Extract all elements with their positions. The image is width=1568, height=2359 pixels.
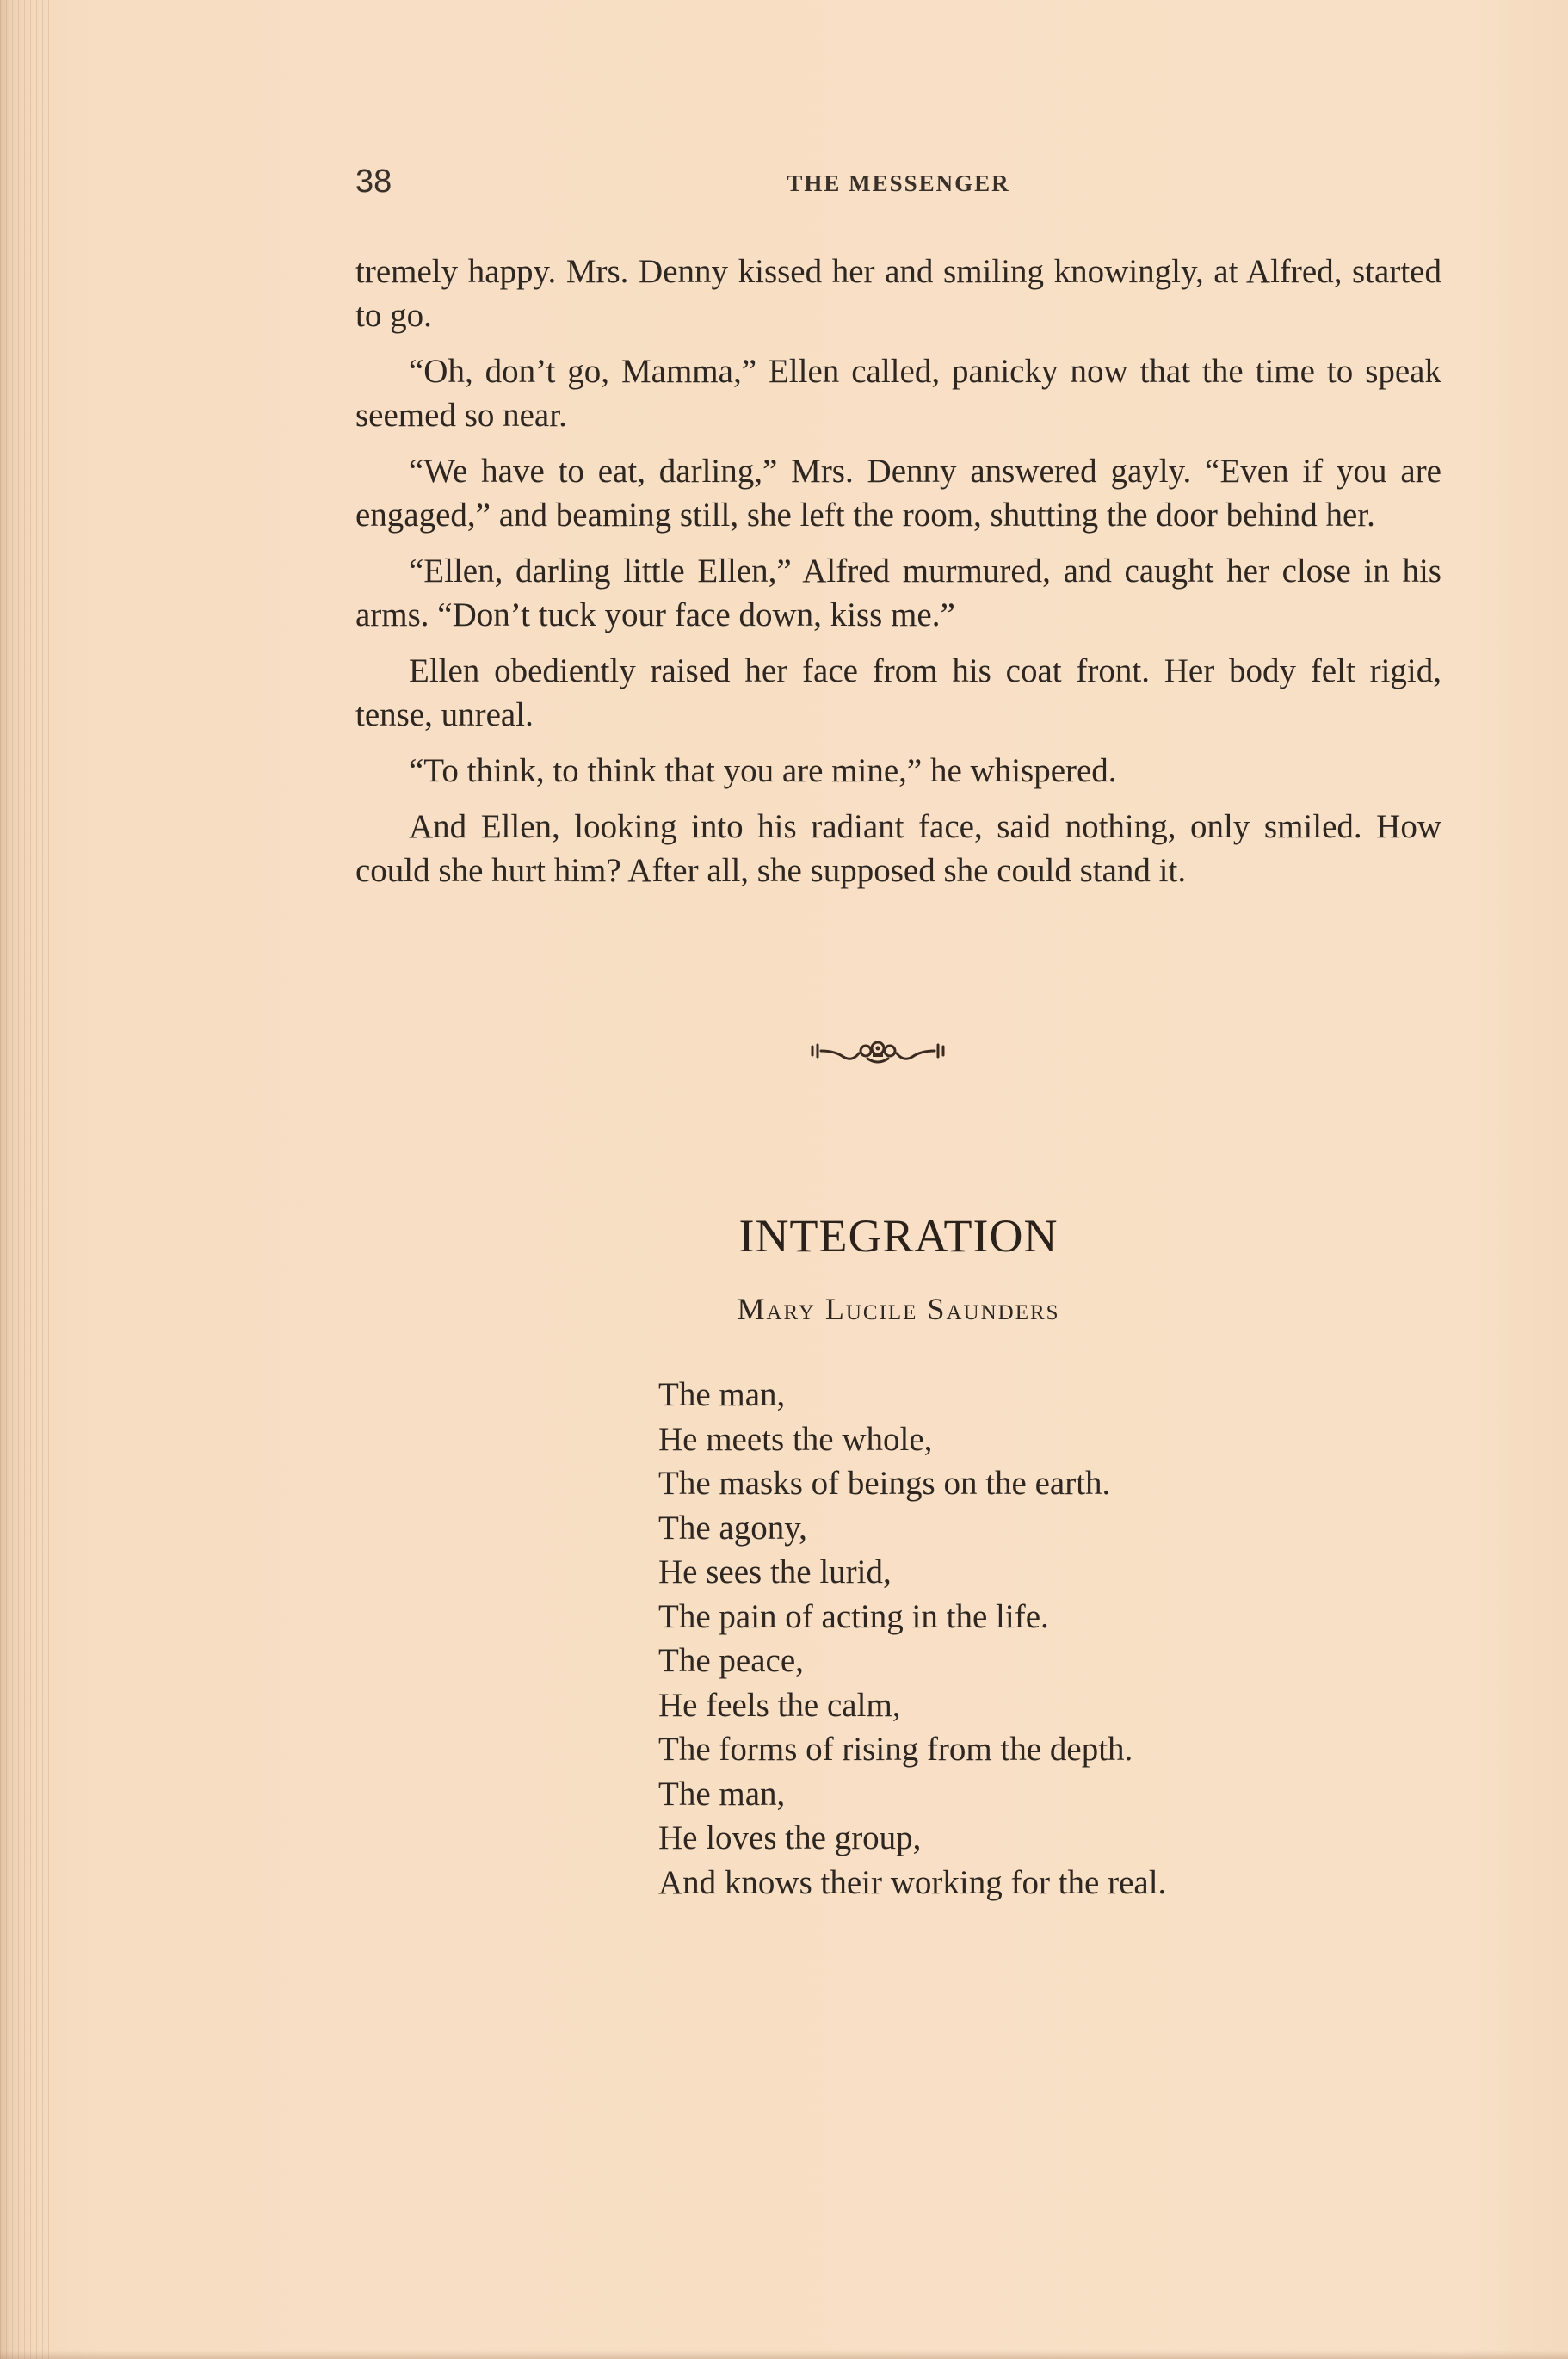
page-number: 38 <box>355 164 392 200</box>
poem-line: The pain of acting in the life. <box>658 1597 1049 1635</box>
running-head: THE MESSENGER <box>787 170 1010 196</box>
poem-title: INTEGRATION <box>738 1210 1059 1262</box>
paragraph: tremely happy. Mrs. Denny kissed her and smiling knowingly, at Alfred, started to go. <box>355 253 1441 334</box>
poem-body <box>658 1373 1433 1905</box>
poem-line: The forms of rising from the depth. <box>658 1731 1133 1768</box>
poem-line: He meets the whole, <box>658 1420 933 1458</box>
poem-line: He feels the calm, <box>658 1686 901 1724</box>
paragraph: “Ellen, darling little Ellen,” Alfred murmured, and caught her close in his arms. “Don’t tuck your face down, kiss me.” <box>355 553 1441 633</box>
poem-line: He sees the lurid, <box>658 1553 892 1590</box>
poem-line: The masks of beings on the earth. <box>658 1465 1111 1502</box>
paragraph: “We have to eat, darling,” Mrs. Denny answered gayly. “Even if you are engaged,” and beaming still, she left the room, shutting the door behind her. <box>355 453 1441 534</box>
page-edge-stack <box>0 0 52 2359</box>
poem-line: And knows their working for the real. <box>658 1863 1167 1901</box>
poem-line: The man, <box>658 1775 786 1812</box>
poem-author: Mary Lucile Saunders <box>737 1292 1060 1326</box>
poem-line: He loves the group, <box>658 1819 922 1856</box>
paragraph: “To think, to think that you are mine,” he whispered. <box>409 752 1117 789</box>
paragraph: Ellen obediently raised her face from his coat front. Her body felt rigid, tense, unreal. <box>355 652 1441 733</box>
page-header <box>355 164 1441 207</box>
story-text <box>355 250 1441 905</box>
poem-line: The man, <box>658 1376 786 1413</box>
fleuron-ornament-icon <box>809 1034 947 1069</box>
poem-line: The agony, <box>658 1509 807 1547</box>
page-bottom-edge <box>0 2350 1568 2359</box>
paragraph: And Ellen, looking into his radiant face, said nothing, only smiled. How could she hurt him? After all, she supposed she could stand it. <box>355 808 1441 889</box>
poem-line: The peace, <box>658 1642 804 1679</box>
paragraph: “Oh, don’t go, Mamma,” Ellen called, panicky now that the time to speak seemed so near. <box>355 353 1441 434</box>
